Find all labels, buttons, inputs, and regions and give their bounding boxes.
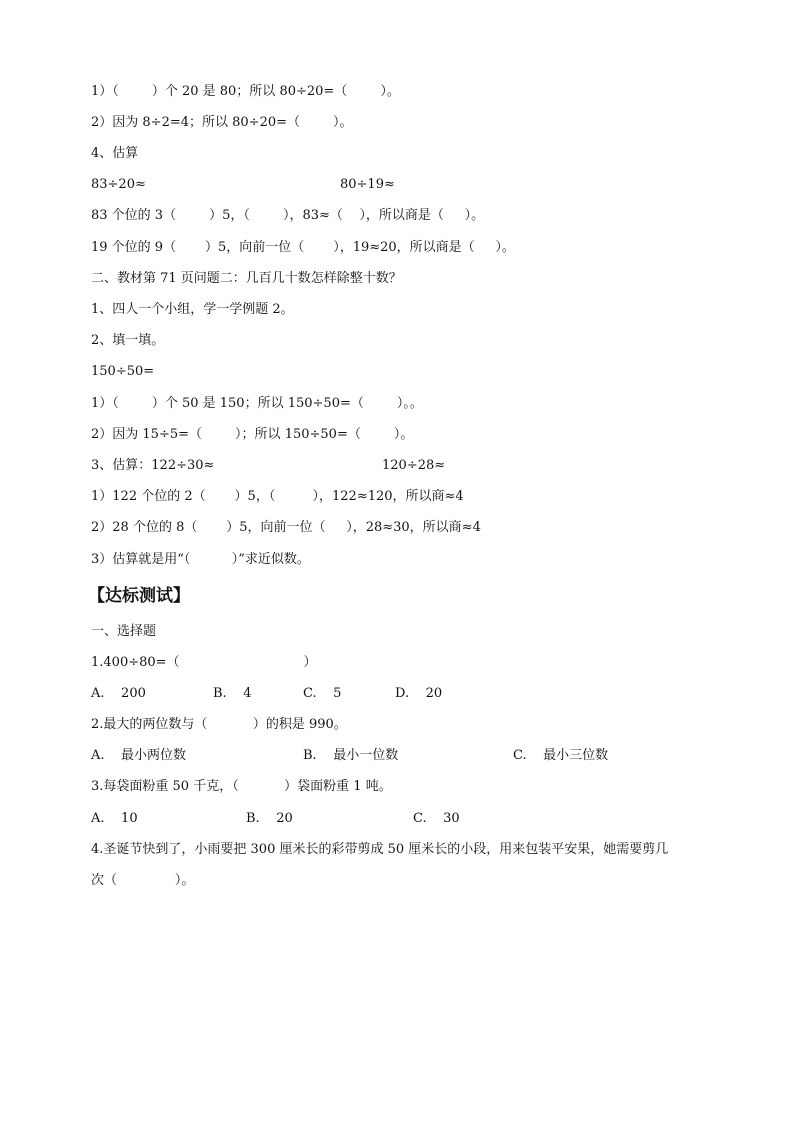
line-12: 2）因为 15÷5=（ ）；所以 150÷50=（ ）。	[91, 427, 414, 442]
q3-option-c: C. 30	[413, 811, 460, 826]
line-13: 3、估算：122÷30≈	[91, 458, 215, 473]
line-1: 1）（ ）个 20 是 80；所以 80÷20=（ ）。	[91, 84, 400, 99]
q4-text-line-2: 次（ ）。	[91, 873, 195, 888]
q3-option-b: B. 20	[246, 811, 293, 826]
section-heading: 【达标测试】	[88, 586, 190, 606]
line-14: 1）122 个位的 2（ ）5，（ ），122≈120，所以商≈4	[91, 489, 464, 504]
line-10: 150÷50=	[91, 364, 155, 379]
q2-text: 2.最大的两位数与（ ）的积是 990。	[91, 717, 347, 732]
q1-option-d: D. 20	[395, 686, 443, 701]
q3-option-a: A. 10	[91, 811, 138, 826]
q1-text: 1.400÷80=（ ）	[91, 655, 317, 670]
q1-option-b: B. 4	[213, 686, 252, 701]
q2-option-c: C. 最小三位数	[513, 748, 609, 763]
line-15: 2）28 个位的 8（ ）5，向前一位（ ），28≈30，所以商≈4	[91, 520, 481, 535]
q2-option-b: B. 最小一位数	[303, 748, 399, 763]
line-16: 3）估算就是用“（ ）”求近似数。	[91, 552, 310, 567]
q2-option-a: A. 最小两位数	[91, 748, 187, 763]
line-5: 83 个位的 3（ ）5，（ ），83≈（ ），所以商是（ ）。	[91, 208, 485, 223]
estimate-right-2: 120÷28≈	[382, 458, 446, 473]
line-7: 二、教材第 71 页问题二：几百几十数怎样除整十数？	[91, 271, 402, 286]
q1-option-a: A. 200	[91, 686, 146, 701]
line-4: 83÷20≈	[91, 177, 146, 192]
line-2: 2）因为 8÷2=4；所以 80÷20=（ ）。	[91, 115, 353, 130]
line-3: 4、估算	[91, 146, 139, 161]
q1-option-c: C. 5	[303, 686, 342, 701]
line-9: 2、填一填。	[91, 333, 165, 348]
line-8: 1、四人一个小组，学一学例题 2。	[91, 302, 294, 317]
estimate-right-1: 80÷19≈	[340, 177, 395, 192]
line-17: 一、选择题	[91, 624, 157, 639]
q4-text-line-1: 4.圣诞节快到了，小雨要把 300 厘米长的彩带剪成 50 厘米长的小段，用来包装平安果，她需要剪几	[91, 842, 669, 857]
q3-text: 3.每袋面粉重 50 千克，（ ）袋面粉重 1 吨。	[91, 779, 392, 794]
line-6: 19 个位的 9（ ）5，向前一位（ ），19≈20，所以商是（ ）。	[91, 240, 515, 255]
line-11: 1）（ ）个 50 是 150；所以 150÷50=（ ）。。	[91, 396, 423, 411]
